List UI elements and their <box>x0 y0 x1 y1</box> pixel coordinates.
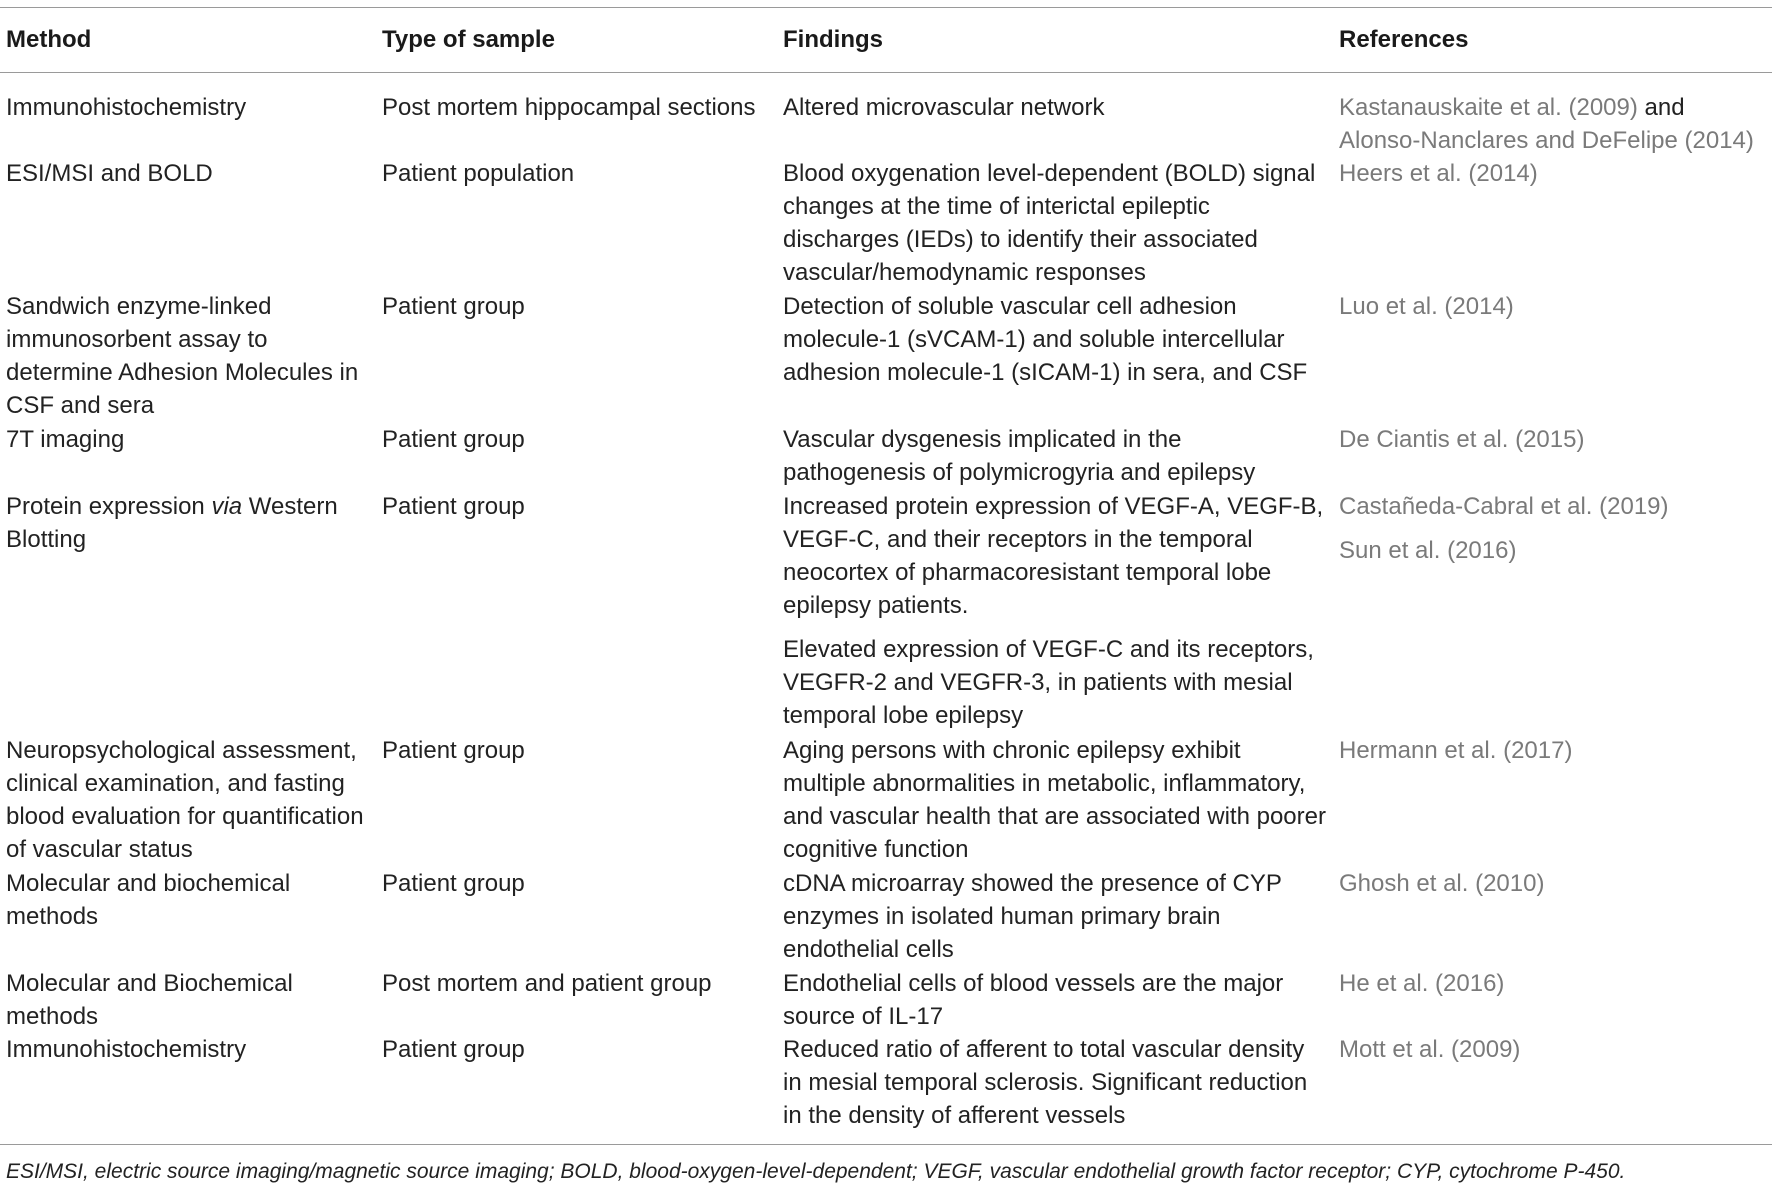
cell-sample: Patient population <box>382 160 575 187</box>
reference-link[interactable]: Castañeda-Cabral et al. (2019) <box>1339 493 1669 520</box>
cell-findings: Aging persons with chronic epilepsy exhibit multiple abnormalities in metabolic, inflammatory, and vascular health that are associated with poorer cognitive function <box>783 737 1326 863</box>
cell-method: Molecular and Biochemical methods <box>6 970 293 1030</box>
cell-findings: Vascular dysgenesis implicated in the pathogenesis of polymicrogyria and epilepsy <box>783 426 1256 486</box>
cell-method <box>6 490 378 556</box>
header-references: References <box>1339 26 1469 53</box>
cell-references <box>1339 867 1769 900</box>
table-header-rule <box>0 72 1772 73</box>
cell-findings <box>783 490 1328 732</box>
cell-method: 7T imaging <box>6 426 125 453</box>
method-text: Protein expression <box>6 493 212 520</box>
cell-findings: Detection of soluble vascular cell adhesion molecule-1 (sVCAM-1) and soluble intercellular adhesion molecule-1 (sICAM-1) in sera, and CSF <box>783 293 1308 386</box>
cell-findings: cDNA microarray showed the presence of CYP enzymes in isolated human primary brain endothelial cells <box>783 870 1282 963</box>
cell-method: Molecular and biochemical methods <box>6 870 291 930</box>
table-bottom-rule <box>0 1144 1772 1145</box>
cell-sample: Patient group <box>382 426 525 453</box>
cell-references <box>1339 91 1769 157</box>
reference-link[interactable]: Hermann et al. (2017) <box>1339 737 1573 764</box>
reference-link[interactable]: Ghosh et al. (2010) <box>1339 870 1545 897</box>
reference-link[interactable]: He et al. (2016) <box>1339 970 1505 997</box>
cell-findings: Altered microvascular network <box>783 94 1105 121</box>
cell-references <box>1339 734 1769 767</box>
header-findings: Findings <box>783 26 883 53</box>
cell-method: ESI/MSI and BOLD <box>6 160 213 187</box>
cell-references <box>1339 1033 1769 1066</box>
cell-references <box>1339 423 1769 456</box>
cell-sample: Patient group <box>382 737 525 764</box>
reference-conjunction: and <box>1637 94 1685 121</box>
header-type-of-sample: Type of sample <box>382 26 555 53</box>
header-method: Method <box>6 26 92 53</box>
table-footnote: ESI/MSI, electric source imaging/magnetic source imaging; BOLD, blood-oxygen-level-dependent; VEGF, vascular endothelial growth factor receptor; CYP, cytochrome P-450. <box>6 1160 1626 1183</box>
findings-paragraph: Elevated expression of VEGF-C and its receptors, VEGFR-2 and VEGFR-3, in patients with mesial temporal lobe epilepsy <box>783 636 1314 729</box>
cell-sample: Patient group <box>382 1036 525 1063</box>
table-top-rule <box>0 7 1772 8</box>
method-text: Western Blotting <box>6 493 338 553</box>
cell-references <box>1339 967 1769 1000</box>
cell-sample: Patient group <box>382 870 525 897</box>
reference-link[interactable]: Kastanauskaite et al. (2009) <box>1339 94 1638 121</box>
method-text-italic: via <box>211 493 243 520</box>
cell-sample: Post mortem and patient group <box>382 970 712 997</box>
cell-sample: Post mortem hippocampal sections <box>382 94 756 121</box>
findings-paragraph: Increased protein expression of VEGF-A, VEGF-B, VEGF-C, and their receptors in the temporal neocortex of pharmacoresistant temporal lobe epilepsy patients. <box>783 493 1324 619</box>
cell-findings: Reduced ratio of afferent to total vascular density in mesial temporal sclerosis. Significant reduction in the density of afferent vessels <box>783 1036 1308 1129</box>
cell-method: Neuropsychological assessment, clinical examination, and fasting blood evaluation for quantification of vascular status <box>6 737 364 863</box>
cell-sample: Patient group <box>382 493 525 520</box>
cell-references <box>1339 490 1769 567</box>
reference-link[interactable]: De Ciantis et al. (2015) <box>1339 426 1585 453</box>
cell-references <box>1339 290 1769 323</box>
cell-method: Immunohistochemistry <box>6 1036 247 1063</box>
reference-link[interactable]: Heers et al. (2014) <box>1339 160 1538 187</box>
reference-link[interactable]: Alonso-Nanclares and DeFelipe (2014) <box>1339 127 1754 154</box>
reference-link[interactable]: Sun et al. (2016) <box>1339 537 1517 564</box>
reference-link[interactable]: Luo et al. (2014) <box>1339 293 1514 320</box>
cell-method: Immunohistochemistry <box>6 94 247 121</box>
cell-findings: Endothelial cells of blood vessels are the major source of IL-17 <box>783 970 1284 1030</box>
reference-link[interactable]: Mott et al. (2009) <box>1339 1036 1521 1063</box>
cell-method: Sandwich enzyme-linked immunosorbent assay to determine Adhesion Molecules in CSF and sera <box>6 293 359 419</box>
cell-references <box>1339 157 1769 190</box>
cell-sample: Patient group <box>382 293 525 320</box>
cell-findings: Blood oxygenation level-dependent (BOLD) signal changes at the time of interictal epileptic discharges (IEDs) to identify their associated vascular/hemodynamic responses <box>783 160 1316 286</box>
